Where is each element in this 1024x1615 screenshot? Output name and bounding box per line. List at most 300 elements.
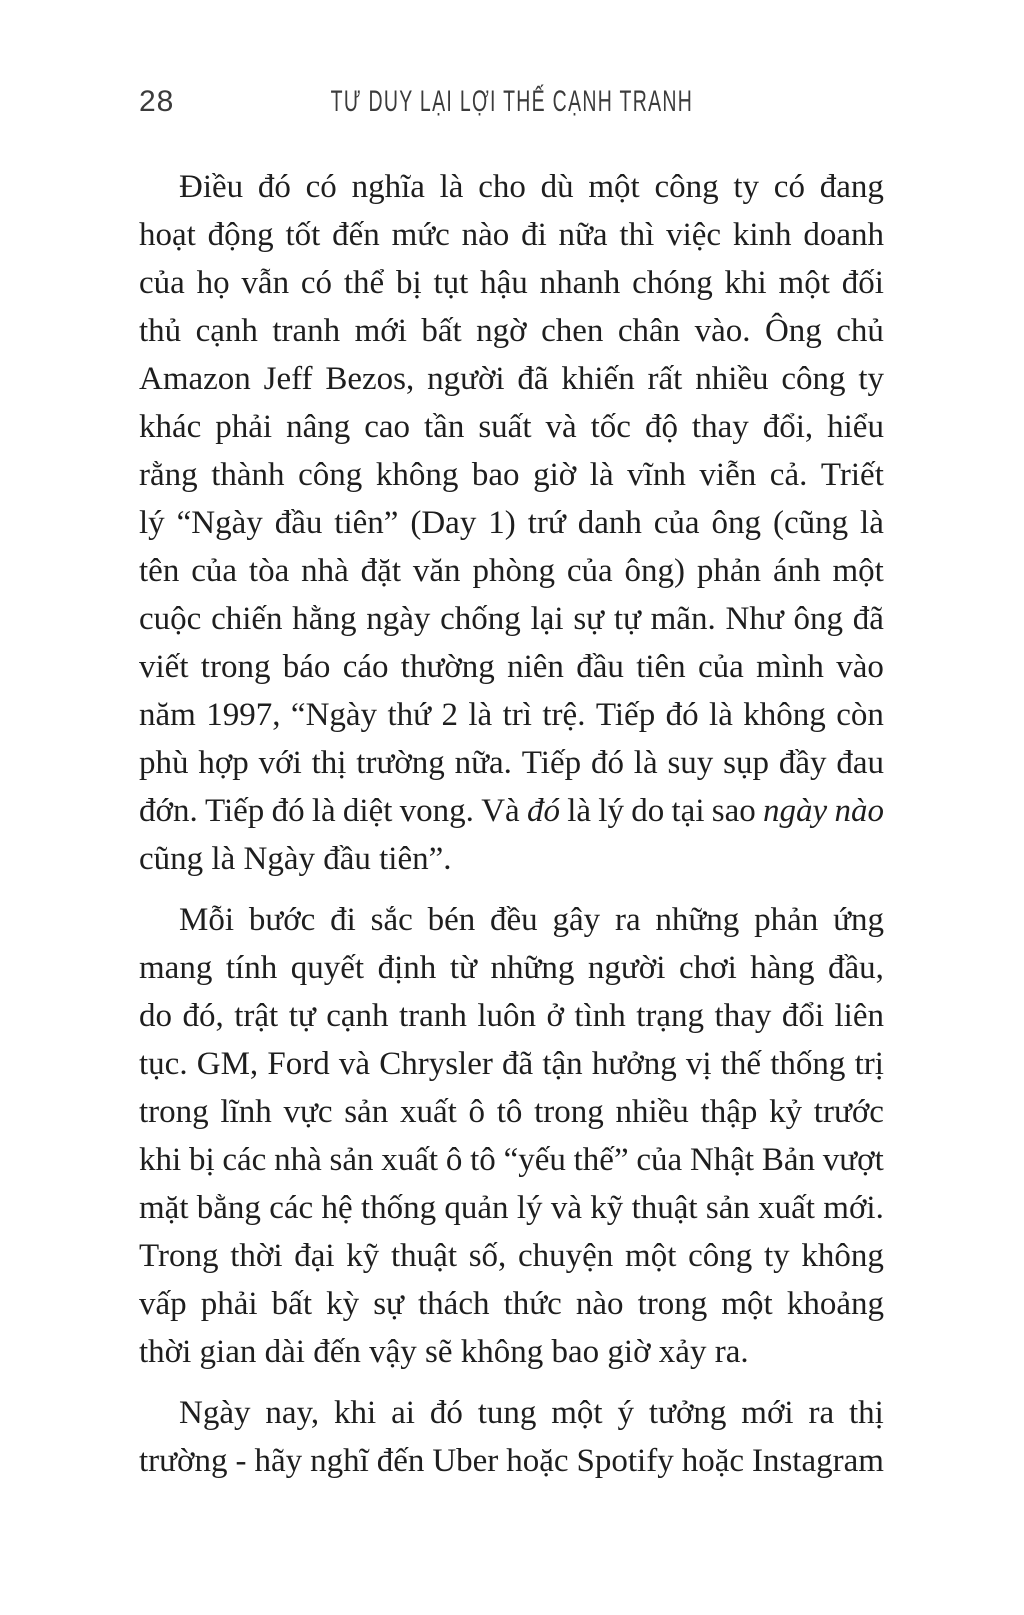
- running-title-wrap: [139, 84, 884, 125]
- word: hệ: [321, 1190, 353, 1226]
- word: 2: [441, 697, 458, 733]
- text-line: [139, 403, 884, 451]
- word: của: [636, 1142, 683, 1178]
- word: một: [832, 553, 884, 589]
- word: vĩnh: [627, 457, 686, 493]
- word: vong.: [399, 793, 474, 829]
- text-line: [139, 835, 884, 883]
- word: là: [468, 697, 493, 733]
- word: đang: [819, 169, 884, 205]
- word: lĩnh: [220, 1094, 272, 1130]
- word: và: [550, 1190, 582, 1226]
- text-line: [139, 1437, 884, 1485]
- word: ứng: [833, 902, 884, 938]
- word: đầy: [778, 745, 827, 781]
- word: ánh: [772, 553, 821, 589]
- word: chen: [541, 313, 604, 349]
- word: kỷ: [769, 1094, 803, 1130]
- word: là: [709, 697, 733, 733]
- word: đi: [521, 217, 547, 253]
- word: vậy: [369, 1334, 417, 1370]
- word: đó: [257, 169, 291, 205]
- text-line: [139, 1280, 884, 1328]
- word: hợp: [198, 745, 249, 781]
- word: đổi,: [762, 409, 814, 445]
- word: ra: [614, 902, 641, 938]
- word: hoặc: [506, 1443, 569, 1479]
- word: tô: [496, 1094, 523, 1130]
- word: trong: [139, 1094, 209, 1130]
- word: đến: [313, 1334, 361, 1370]
- word: Instagram: [751, 1443, 884, 1479]
- word: trệ.: [542, 697, 586, 733]
- word: đặt: [360, 553, 401, 589]
- word: thời: [139, 1334, 192, 1370]
- word: trước: [813, 1094, 884, 1130]
- word: (cũng: [772, 505, 849, 541]
- word: tình: [574, 998, 626, 1034]
- word: Điều: [179, 169, 244, 205]
- word: luôn: [477, 998, 536, 1034]
- word: thế: [720, 1046, 762, 1082]
- word: mức: [391, 217, 450, 253]
- word: hậu: [480, 265, 528, 301]
- word: gây: [552, 902, 601, 938]
- word: ô: [445, 1142, 463, 1178]
- word: khoảng: [786, 1286, 884, 1322]
- word: vực: [283, 1094, 333, 1130]
- word: đến: [376, 1443, 425, 1479]
- word: kinh: [732, 217, 792, 253]
- word: nghĩa: [351, 169, 425, 205]
- word: số,: [468, 1238, 507, 1274]
- word: sản: [329, 1142, 374, 1178]
- word: từ: [449, 950, 477, 986]
- word: có: [300, 265, 333, 301]
- word: của: [653, 505, 700, 541]
- word: của: [139, 265, 185, 301]
- word: một: [721, 1286, 773, 1322]
- word: tô: [470, 1142, 496, 1178]
- word: phải: [215, 409, 273, 445]
- word: thì: [619, 217, 655, 253]
- word: cả.: [769, 457, 808, 493]
- word: ở: [546, 998, 564, 1034]
- word: sao: [711, 793, 756, 829]
- word: nữa: [558, 217, 608, 253]
- word: đầu: [274, 505, 323, 541]
- word: công: [688, 1238, 753, 1274]
- word: nhà: [301, 553, 349, 589]
- word: lý: [139, 505, 165, 541]
- word: xuất: [399, 1094, 457, 1130]
- word: là: [860, 505, 884, 541]
- word: thập: [700, 1094, 758, 1130]
- word: định: [377, 950, 437, 986]
- word: xuất: [758, 1190, 815, 1226]
- word: không: [743, 697, 826, 733]
- word: hàng: [750, 950, 815, 986]
- text-line: [139, 643, 884, 691]
- page-number: 28: [139, 85, 175, 118]
- word: công: [781, 361, 846, 397]
- word: (Day: [410, 505, 477, 541]
- word: ngờ: [476, 313, 527, 349]
- word: đầu: [576, 649, 624, 685]
- word: chân: [617, 313, 681, 349]
- word: tốc: [590, 409, 631, 445]
- word: chủ: [836, 313, 884, 349]
- word: sắc: [370, 902, 413, 938]
- word: đó,: [182, 998, 224, 1034]
- text-line: [139, 451, 884, 499]
- word: lại: [530, 601, 564, 637]
- word: viết: [139, 649, 189, 685]
- word: trạng: [636, 998, 705, 1034]
- word: trong: [637, 1286, 708, 1322]
- word: thức: [503, 1286, 562, 1322]
- word: khi: [334, 1395, 377, 1431]
- word: vượt: [822, 1142, 884, 1178]
- word: ông: [793, 601, 843, 637]
- word: độ: [644, 409, 678, 445]
- text-line: [139, 595, 884, 643]
- word: mới.: [823, 1190, 884, 1226]
- word: vị: [685, 1046, 712, 1082]
- word: ai: [391, 1395, 415, 1431]
- word: người: [427, 361, 505, 397]
- word: nghĩ: [310, 1443, 369, 1479]
- word: trường: [139, 1443, 228, 1479]
- word: tưởng: [648, 1395, 727, 1431]
- word: tục.: [139, 1046, 188, 1082]
- word: cuộc: [139, 601, 202, 637]
- word: sản: [705, 1190, 750, 1226]
- word: kỳ: [326, 1286, 360, 1322]
- word: ty: [733, 169, 760, 205]
- text-line: [139, 547, 884, 595]
- word: diệt: [342, 793, 393, 829]
- word: văn: [412, 553, 461, 589]
- word: Nhật: [689, 1142, 755, 1178]
- word: năm: [139, 697, 196, 733]
- word: và: [545, 409, 577, 445]
- text-line: [139, 896, 884, 944]
- word: “Ngày: [290, 697, 378, 733]
- text-line: [139, 691, 884, 739]
- word: là: [567, 793, 592, 829]
- word: hưởng: [591, 1046, 677, 1082]
- word: thuật: [631, 1190, 698, 1226]
- word: chuyện: [518, 1238, 614, 1274]
- word: sản: [344, 1094, 389, 1130]
- word: nào: [575, 1286, 624, 1322]
- word: của: [566, 553, 613, 589]
- paragraph: [139, 163, 884, 883]
- word: tranh: [399, 998, 467, 1034]
- word: khi: [139, 1142, 182, 1178]
- word: tại: [671, 793, 705, 829]
- word: nào: [461, 217, 510, 253]
- word: trường: [356, 745, 445, 781]
- word: vào: [836, 649, 884, 685]
- word: có: [773, 169, 805, 205]
- text-line: [139, 1136, 884, 1184]
- word: Và: [481, 793, 520, 829]
- word: Trong: [139, 1238, 219, 1274]
- word: bằng: [196, 1190, 261, 1226]
- word: với: [258, 745, 302, 781]
- word: mang: [139, 950, 213, 986]
- word: trì: [502, 697, 532, 733]
- word: quyết: [290, 950, 365, 986]
- word: hoạt: [139, 217, 196, 253]
- word: một: [778, 265, 830, 301]
- word: tiên”: [334, 505, 399, 541]
- word: các: [222, 1142, 267, 1178]
- word: thế”: [573, 1142, 629, 1178]
- word: không: [375, 457, 459, 493]
- word: một: [625, 1238, 677, 1274]
- page-header: [139, 84, 884, 120]
- word: của: [697, 649, 744, 685]
- word: bị: [396, 265, 422, 301]
- word: phải: [200, 1286, 258, 1322]
- word: những: [490, 950, 575, 986]
- word: nữa.: [454, 745, 512, 781]
- word: sẽ: [425, 1334, 453, 1370]
- word: -: [235, 1443, 247, 1479]
- word: do: [631, 793, 665, 829]
- word: là: [589, 457, 614, 493]
- word: dù: [540, 169, 574, 205]
- text-line: [139, 1232, 884, 1280]
- word: sự: [373, 1286, 404, 1322]
- word: suất: [478, 409, 532, 445]
- word: tự: [613, 601, 641, 637]
- word: nâng: [286, 409, 351, 445]
- word: phản: [696, 553, 762, 589]
- word: bước: [248, 902, 316, 938]
- word: công: [298, 457, 363, 493]
- paragraph: [139, 896, 884, 1376]
- word: phòng: [472, 553, 555, 589]
- word: Triết: [820, 457, 884, 493]
- word: vẫn: [241, 265, 290, 301]
- word: ra.: [714, 1334, 749, 1370]
- word: tụt: [433, 265, 469, 301]
- word: mình: [756, 649, 824, 685]
- word: thị: [311, 745, 347, 781]
- word: lý: [598, 793, 624, 829]
- word: tận: [542, 1046, 583, 1082]
- text-line: [139, 259, 884, 307]
- word: liên: [834, 998, 884, 1034]
- word: vào.: [694, 313, 751, 349]
- word: Bezos,: [325, 361, 415, 397]
- word: chóng: [632, 265, 713, 301]
- word: xuất: [381, 1142, 439, 1178]
- word: Như: [725, 601, 784, 637]
- word: của: [191, 553, 238, 589]
- word: đến: [332, 217, 380, 253]
- word: đầu,: [828, 950, 884, 986]
- word: bất: [271, 1286, 312, 1322]
- word: trong: [534, 1094, 604, 1130]
- word: ô: [468, 1094, 485, 1130]
- word: là: [311, 793, 336, 829]
- word: không: [460, 1334, 544, 1370]
- word: khác: [139, 409, 202, 445]
- word: sụp: [723, 745, 769, 781]
- word: ty: [858, 361, 884, 397]
- word: đó: [271, 793, 305, 829]
- word: sự: [573, 601, 605, 637]
- word: ông: [711, 505, 762, 541]
- word: dài: [264, 1334, 305, 1370]
- word: gian: [199, 1334, 257, 1370]
- word: là: [211, 841, 236, 877]
- word: chơi: [678, 950, 737, 986]
- word: nay,: [265, 1395, 320, 1431]
- word: không: [801, 1238, 884, 1274]
- word: mới: [354, 313, 407, 349]
- word: chống: [440, 601, 521, 637]
- word: thống: [360, 1190, 437, 1226]
- word: bao: [551, 1334, 600, 1370]
- word: trị: [854, 1046, 884, 1082]
- word: lý: [516, 1190, 543, 1226]
- word: bất: [421, 313, 462, 349]
- word: công: [654, 169, 719, 205]
- word: vấp: [139, 1286, 187, 1322]
- word: đối: [841, 265, 884, 301]
- word: tung: [477, 1395, 537, 1431]
- word: Spotify: [576, 1443, 674, 1479]
- word: cho: [478, 169, 526, 205]
- word: Uber: [432, 1443, 499, 1479]
- word: cạnh: [326, 998, 389, 1034]
- word: phù: [139, 745, 189, 781]
- word: Chrysler: [379, 1046, 493, 1082]
- word: GM,: [196, 1046, 259, 1082]
- text-line: [139, 944, 884, 992]
- word: hãy: [254, 1443, 303, 1479]
- word: mặt: [139, 1190, 189, 1226]
- word: bén: [427, 902, 476, 938]
- word: thường: [400, 649, 495, 685]
- word: trật: [234, 998, 279, 1034]
- word: thay: [691, 409, 749, 445]
- word: còn: [836, 697, 884, 733]
- word: có: [305, 169, 337, 205]
- word: nào: [834, 793, 884, 829]
- text-line: [139, 992, 884, 1040]
- word: nhiều: [695, 361, 769, 397]
- word: thay: [714, 998, 772, 1034]
- word: khi: [724, 265, 767, 301]
- word: hiểu: [827, 409, 884, 445]
- text-line: [139, 163, 884, 211]
- word: một: [551, 1395, 603, 1431]
- word: và: [338, 1046, 371, 1082]
- word: Bản: [761, 1142, 816, 1178]
- word: tự: [288, 998, 316, 1034]
- word: nhà: [274, 1142, 322, 1178]
- word: Tiếp: [204, 793, 265, 829]
- word: giờ: [607, 1334, 651, 1370]
- word: niên: [507, 649, 564, 685]
- word: Mỗi: [179, 902, 235, 938]
- paragraph: [139, 1389, 884, 1485]
- text-line: [139, 211, 884, 259]
- word: chiến: [211, 601, 283, 637]
- word: đổi: [781, 998, 825, 1034]
- word: đi: [330, 902, 356, 938]
- word: mãn.: [650, 601, 716, 637]
- word: phản: [754, 902, 819, 938]
- word: đó: [429, 1395, 463, 1431]
- word: mới: [741, 1395, 794, 1431]
- word: thị: [849, 1395, 884, 1431]
- word: 1): [488, 505, 516, 541]
- running-title: TƯ DUY LẠI LỢI THẾ CẠNH TRANH: [330, 85, 693, 118]
- word: Jeff: [263, 361, 313, 397]
- word: ngày: [763, 793, 828, 829]
- word: đó: [665, 697, 699, 733]
- word: là: [633, 745, 658, 781]
- word: một: [588, 169, 640, 205]
- word: Ngày: [179, 1395, 251, 1431]
- word: “Ngày: [176, 505, 263, 541]
- word: những: [655, 902, 740, 938]
- word: thủ: [139, 313, 182, 349]
- word: thứ: [387, 697, 432, 733]
- word: kỹ: [346, 1238, 380, 1274]
- word: doanh: [803, 217, 884, 253]
- word: tên: [139, 553, 180, 589]
- word: việc: [666, 217, 722, 253]
- word: Amazon: [139, 361, 251, 397]
- word: khiến: [561, 361, 635, 397]
- word: suy: [667, 745, 714, 781]
- word: Ford: [267, 1046, 330, 1082]
- word: tốt: [285, 217, 321, 253]
- word: kỹ: [590, 1190, 624, 1226]
- body-text: [139, 163, 884, 1485]
- word: nhiều: [615, 1094, 689, 1130]
- word: rằng: [139, 457, 198, 493]
- word: ty: [763, 1238, 790, 1274]
- word: đó: [590, 745, 624, 781]
- text-line: [139, 739, 884, 787]
- word: do: [139, 998, 172, 1034]
- word: người: [587, 950, 666, 986]
- word: là: [439, 169, 464, 205]
- word: đều: [490, 902, 538, 938]
- word: đớn.: [139, 793, 198, 829]
- text-line: [139, 1088, 884, 1136]
- text-line: [139, 1328, 884, 1376]
- word: tính: [225, 950, 278, 986]
- word: “yếu: [503, 1142, 566, 1178]
- word: tần: [424, 409, 465, 445]
- word: ý: [617, 1395, 634, 1431]
- word: động: [207, 217, 274, 253]
- word: viễn: [699, 457, 757, 493]
- word: Ngày: [243, 841, 315, 877]
- word: trứ: [527, 505, 566, 541]
